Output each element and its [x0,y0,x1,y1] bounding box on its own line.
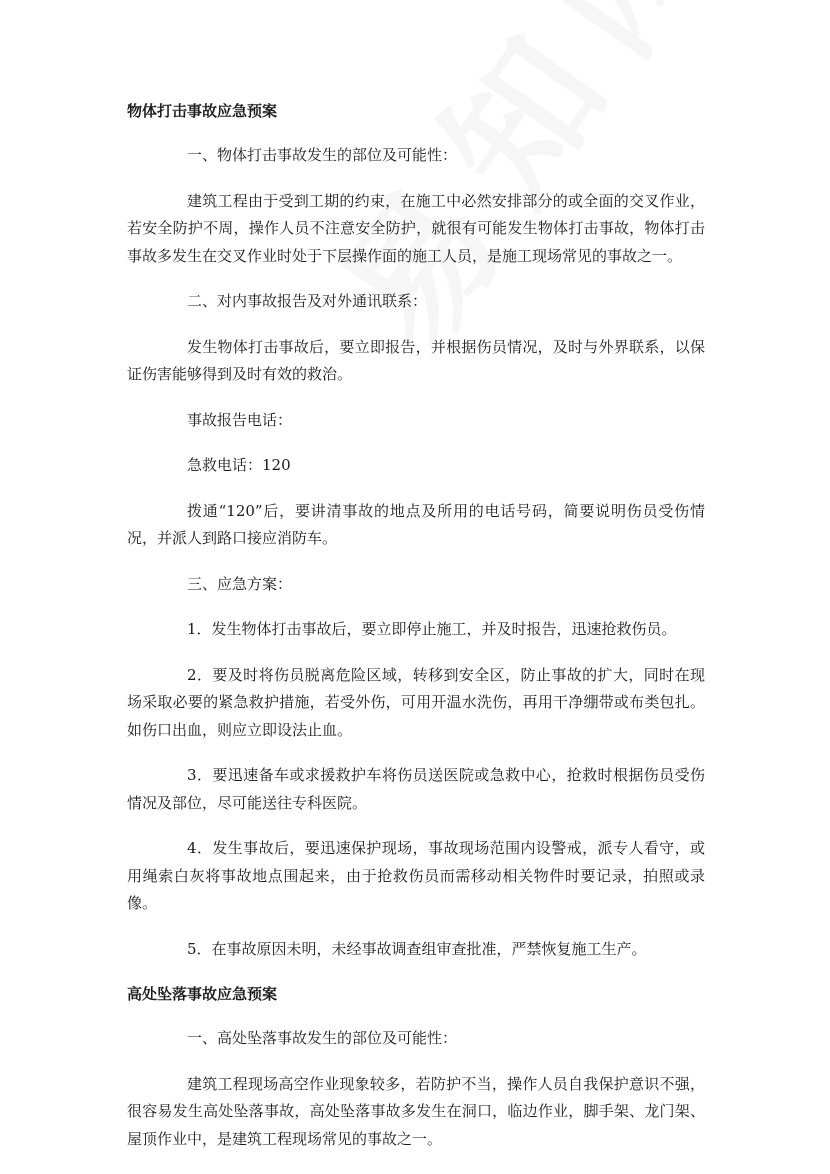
plan-item-2: 2．要及时将伤员脱离危险区域，转移到安全区，防止事故的扩大，同时在现场采取必要的紧急救护措施，若受外伤，可用开温水洗伤，再用干净绷带或布类包扎。如伤口出血，则应立即设法止血。 [127,665,705,739]
section-1-paragraph-2: 发生物体打击事故后，要立即报告，并根据伤员情况，及时与外界联系，以保证伤害能够得到及时有效的救治。 [127,337,705,383]
emergency-phone: 急救电话：120 [187,456,291,474]
plan-item-4: 4．发生事故后，要迅速保护现场，事故现场范围内设警戒，派专人看守，或用绳索白灰将事故地点围起来，由于抢救伤员而需移动相关物件时要记录，拍照或录像。 [127,839,705,912]
section-2-subheading-1: 一、高处坠落事故发生的部位及可能性： [187,1029,458,1047]
plan-item-3: 3．要迅速备车或求援救护车将伤员送医院或急救中心，抢救时根据伤员受伤情况及部位，尽可能送往专科医院。 [127,766,705,812]
section-1-subheading-2: 二、对内事故报告及对外通讯联系： [187,292,428,310]
section-1-subheading-3: 三、应急方案： [187,574,293,593]
plan-item-1: 1．发生物体打击事故后，要立即停止施工，并及时报告，迅速抢救伤员。 [187,620,677,638]
section-2-paragraph-1: 建筑工程现场高空作业现象较多，若防护不当，操作人员自我保护意识不强，很容易发生高处坠落事故，高处坠落事故多发生在洞口，临边作业，脚手架、龙门架、屋顶作业中，是建筑工程现场常见的事故之一。 [127,1074,705,1148]
section-1-subheading-1: 一、物体打击事故发生的部位及可能性： [187,146,458,164]
section-1-paragraph-5: 拨通“120”后，要讲清事故的地点及所用的电话号码，简要说明伤员受伤情况，并派人到路口接应消防车。 [127,501,705,547]
section-1-title: 物体打击事故应急预案 [127,102,278,120]
section-2-title: 高处坠落事故应急预案 [127,985,278,1003]
plan-item-5: 5．在事故原因未明，未经事故调查组审查批准，严禁恢复施工生产。 [187,939,647,958]
accident-report-phone: 事故报告电话： [187,410,293,429]
document-body [127,98,705,1171]
section-1-paragraph-1: 建筑工程由于受到工期的约束，在施工中必然安排部分的或全面的交叉作业，若安全防护不周，操作人员不注意安全防护，就很有可能发生物体打击事故，物体打击事故多发生在交叉作业时处于下层操作面的施工人员，是施工现场常见的事故之一。 [127,191,705,265]
